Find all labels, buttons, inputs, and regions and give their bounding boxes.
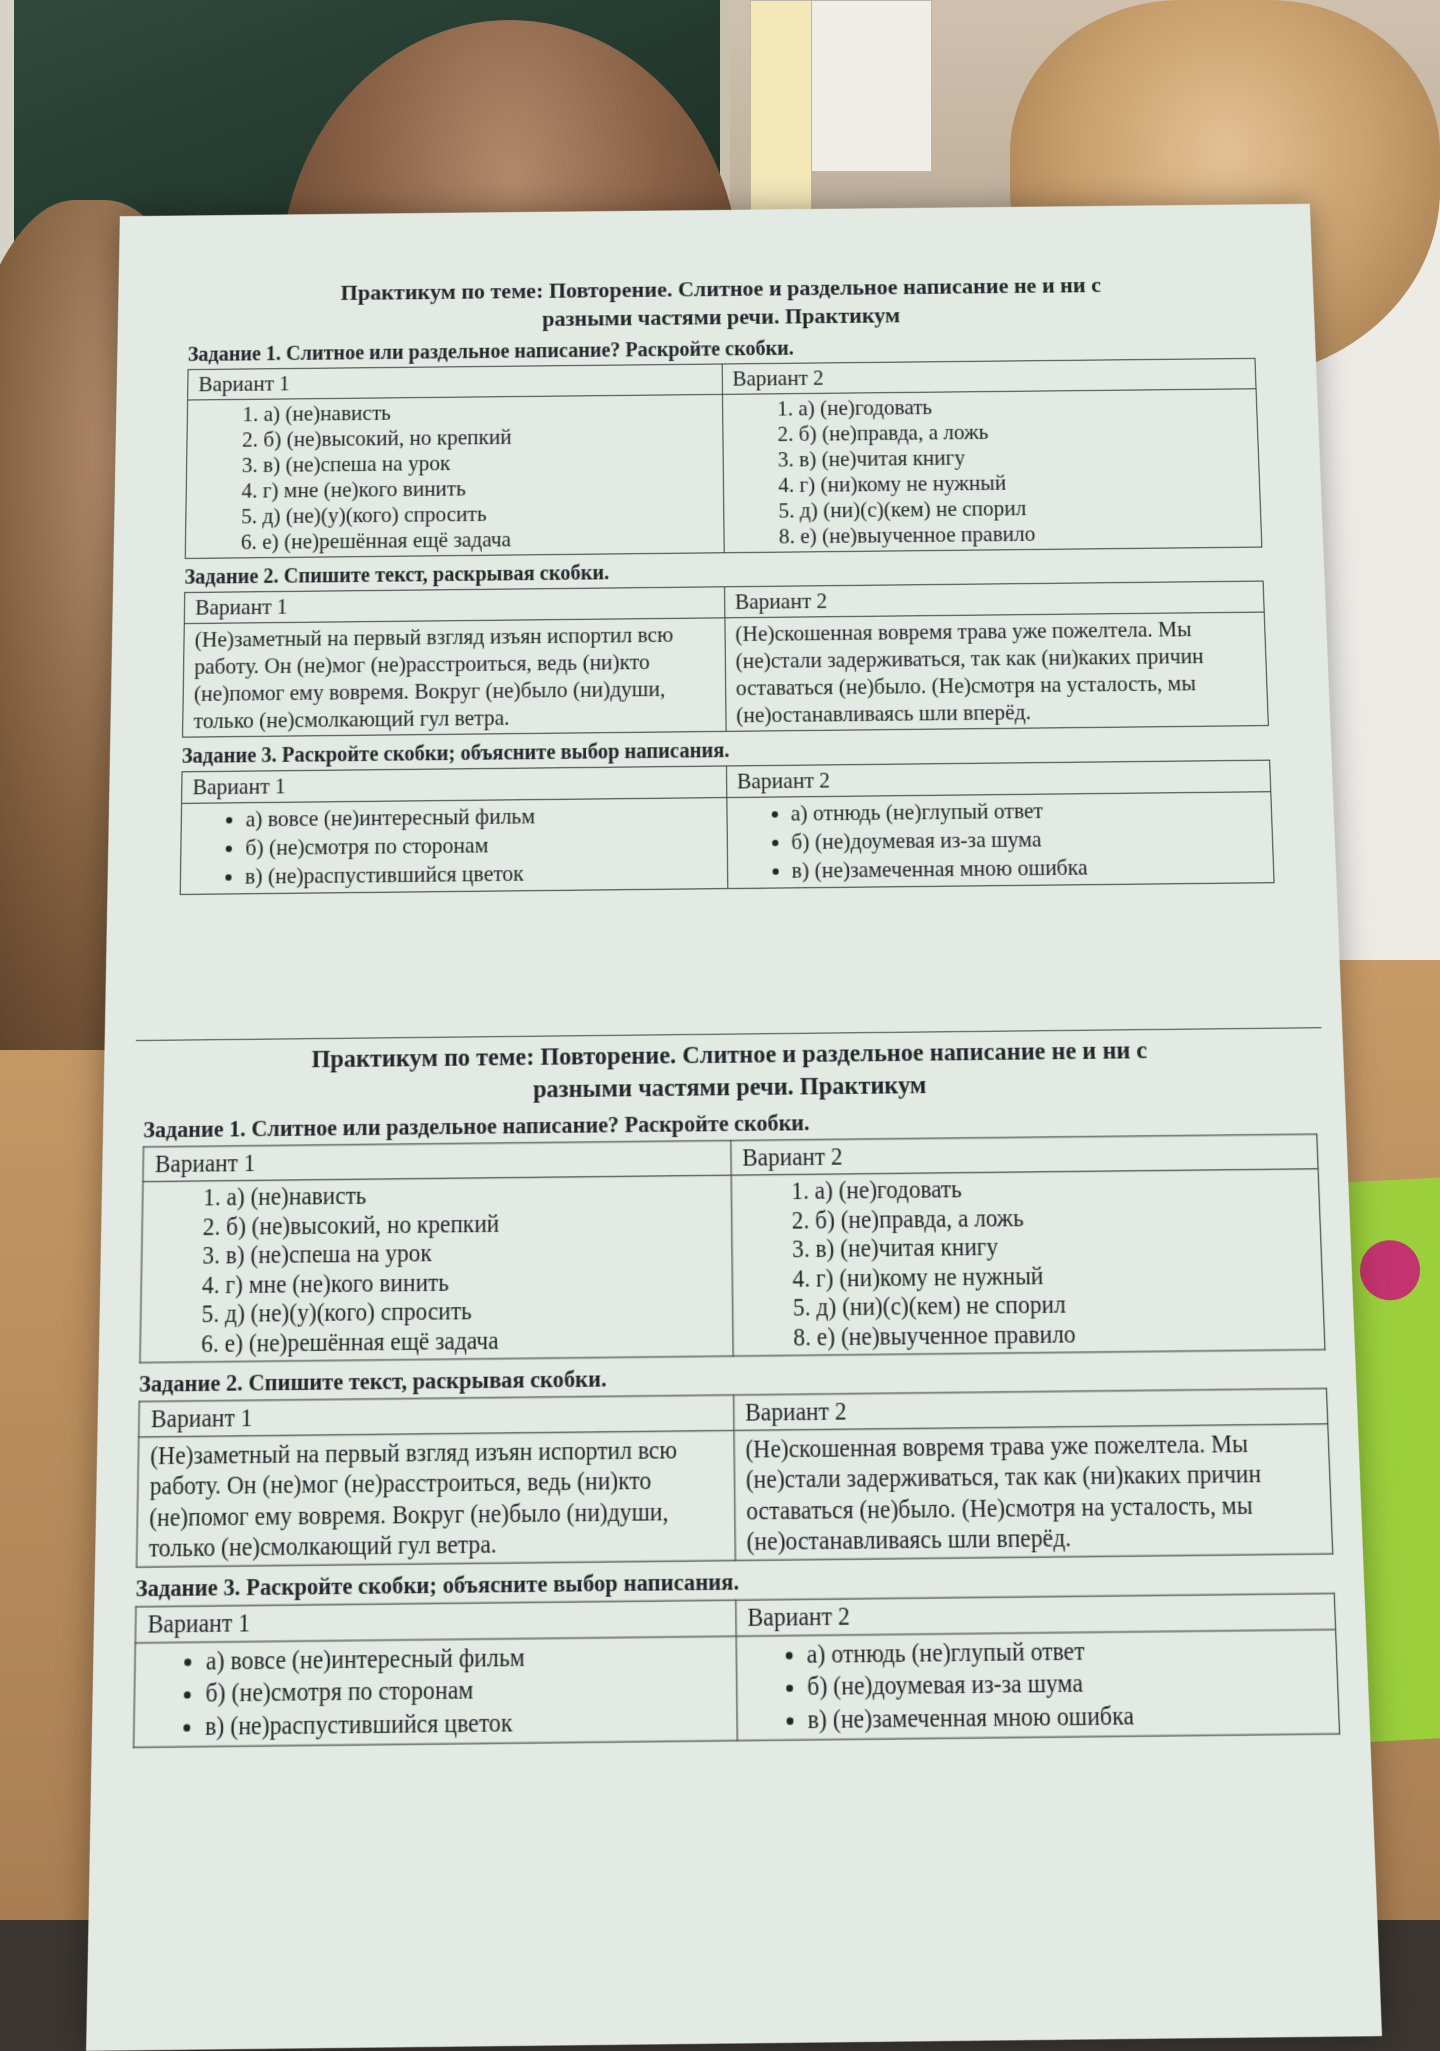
item-number: 3.	[791, 1235, 810, 1264]
worksheet-title	[188, 269, 1254, 336]
list-item	[789, 1317, 1313, 1352]
variant2-cell	[731, 1169, 1325, 1356]
variant1-cell	[185, 394, 723, 558]
item-number: 5.	[201, 1300, 220, 1329]
variant1-header: Вариант 1	[184, 587, 724, 624]
item-number: 8.	[778, 523, 796, 549]
item-text: б) (не)правда, а ложь	[814, 1203, 1024, 1235]
list-item: • а) отнюдь (не)глупый ответ	[807, 1633, 1326, 1671]
variant2-header: Вариант 2	[733, 1388, 1328, 1430]
task3-heading: Задание 3. Раскройте скобки; объясните выбор написания.	[181, 739, 730, 769]
item-text: г) мне (не)кого винить	[225, 1268, 450, 1299]
item-text: а) (не)годовать	[798, 394, 933, 421]
list-item: • в) (не)замеченная мною ошибка	[791, 851, 1263, 885]
title-line-2: разными частями речи. Практикум	[542, 302, 901, 332]
task1-table	[185, 358, 1263, 559]
variant1-header: Вариант 1	[135, 1600, 735, 1643]
item-number: 8.	[793, 1322, 812, 1352]
item-number: 1.	[203, 1183, 221, 1212]
task2-heading: Задание 2. Спишите текст, раскрывая скобки.	[184, 561, 610, 589]
item-number: 3.	[241, 452, 258, 478]
variant2-cell	[722, 389, 1262, 553]
item-text: б) (не)высокий, но крепкий	[226, 1209, 500, 1241]
item-text: д) (не)(у)(кого) спросить	[224, 1297, 472, 1329]
item-text: в) (не)спеша на урок	[262, 450, 451, 478]
variant1-text: (Не)заметный на первый взгляд изъян испортил всю работу. Он (не)мог (не)расстроиться, ведь (ни)кто (не)помог ему вовремя. Вокруг (не)было (ни)души, только (не)смолкающий гул ветра.	[183, 618, 726, 737]
title-line-2: разными частями речи. Практикум	[533, 1070, 927, 1103]
item-number: 5.	[792, 1293, 811, 1322]
item-text: д) (не)(у)(кого) спросить	[262, 501, 487, 529]
task1-table	[139, 1134, 1325, 1364]
item-number: 2.	[777, 421, 794, 447]
item-text: д) (ни)(с)(кем) не спорил	[816, 1290, 1067, 1322]
list-item	[775, 519, 1251, 550]
list-item: • б) (не)смотря по сторонам	[205, 1672, 724, 1711]
item-text: е) (не)выученное правило	[816, 1320, 1077, 1352]
item-text: в) (не)спеша на урок	[225, 1239, 432, 1270]
item-text: г) (ни)кому не нужный	[815, 1261, 1044, 1293]
item-number: 5.	[241, 503, 258, 529]
list-item: • б) (не)доумевая из-за шума	[791, 823, 1262, 857]
item-number: 2.	[791, 1206, 810, 1235]
list-item	[237, 525, 713, 556]
worksheet-top	[107, 269, 1336, 896]
item-number: 6.	[201, 1329, 220, 1358]
item-text: в) (не)читая книгу	[798, 445, 966, 472]
item-number: 3.	[777, 447, 794, 472]
list-item: • а) отнюдь (не)глупый ответ	[791, 794, 1261, 828]
task1-heading: Задание 1. Слитное или раздельное написание? Раскройте скобки.	[187, 337, 794, 367]
task2-heading: Задание 2. Спишите текст, раскрывая скобки.	[138, 1366, 607, 1398]
item-number: 1.	[242, 401, 259, 427]
variant2-header: Вариант 2	[722, 358, 1256, 394]
item-number: 4.	[792, 1264, 811, 1293]
list-item: • в) (не)распустившийся цветок	[245, 857, 717, 891]
worksheet-paper	[86, 204, 1382, 2051]
item-text: в) (не)читая книгу	[815, 1233, 999, 1264]
variant1-header: Вариант 1	[139, 1395, 734, 1437]
item-text: а) (не)годовать	[814, 1175, 963, 1206]
worksheet-bottom	[92, 1032, 1368, 1742]
item-text: г) мне (не)кого винить	[262, 475, 466, 503]
list-item: • в) (не)распустившийся цветок	[205, 1705, 725, 1744]
list-item: • а) вовсе (не)интересный фильм	[206, 1639, 724, 1677]
task2-table	[136, 1388, 1333, 1568]
item-text: г) (ни)кому не нужный	[799, 470, 1007, 498]
item-text: д) (ни)(с)(кем) не спорил	[799, 495, 1027, 523]
item-number: 1.	[777, 396, 794, 421]
variant1-cell	[134, 1636, 737, 1747]
title-line-1: Практикум по теме: Повторение. Слитное и раздельное написание не и ни с	[311, 1035, 1148, 1074]
task1-heading: Задание 1. Слитное или раздельное написание? Раскройте скобки.	[143, 1110, 810, 1143]
item-number: 2.	[241, 427, 259, 452]
item-text: б) (не)высокий, но крепкий	[263, 424, 512, 452]
variant1-header: Вариант 1	[188, 364, 722, 400]
item-text: е) (не)выученное правило	[800, 521, 1036, 549]
list-item: • а) вовсе (не)интересный фильм	[246, 800, 716, 834]
list-item	[197, 1324, 721, 1359]
variant2-header: Вариант 2	[726, 760, 1271, 797]
item-number: 4.	[201, 1270, 220, 1300]
task3-table	[133, 1593, 1340, 1748]
variant1-header: Вариант 1	[143, 1141, 731, 1182]
variant2-header: Вариант 2	[730, 1134, 1318, 1175]
variant2-header: Вариант 2	[724, 581, 1264, 618]
variant2-header: Вариант 2	[735, 1593, 1335, 1636]
variant2-cell	[736, 1630, 1340, 1741]
item-text: е) (не)решённая ещё задача	[224, 1326, 499, 1358]
item-number: 6.	[240, 529, 258, 555]
variant2-cell	[726, 792, 1274, 889]
task2-table	[182, 581, 1269, 738]
item-number: 5.	[778, 498, 795, 523]
wall-poster	[750, 0, 812, 212]
variant1-cell	[180, 798, 727, 895]
task3-table	[180, 760, 1275, 895]
list-item: • б) (не)смотря по сторонам	[245, 829, 716, 863]
item-number: 3.	[202, 1241, 221, 1270]
variant1-text: (Не)заметный на первый взгляд изъян испортил всю работу. Он (не)мог (не)расстроиться, ведь (ни)кто (не)помог ему вовремя. Вокруг (не)было (ни)души, только (не)смолкающий гул ветра.	[137, 1431, 735, 1568]
variant2-text: (Не)скошенная вовремя трава уже пожелтела. Мы (не)стали задерживаться, так как (ни)каких причин оставаться (не)было. (Не)смотря на усталость, мы (не)останавливаясь шли вперёд.	[733, 1424, 1332, 1560]
task3-heading: Задание 3. Раскройте скобки; объясните выбор написания.	[135, 1569, 740, 1603]
variant1-header: Вариант 1	[182, 766, 727, 803]
item-text: б) (не)правда, а ложь	[798, 419, 989, 446]
title-line-1: Практикум по теме: Повторение. Слитное и раздельное написание не и ни с	[340, 271, 1102, 305]
item-number: 2.	[202, 1212, 221, 1241]
item-number: 4.	[778, 472, 795, 498]
item-number: 1.	[791, 1177, 810, 1206]
item-text: е) (не)решённая ещё задача	[262, 526, 512, 555]
list-item: • б) (не)доумевая из-за шума	[807, 1665, 1326, 1704]
variant1-cell	[140, 1175, 733, 1362]
item-number: 4.	[241, 478, 258, 503]
variant2-text: (Не)скошенная вовремя трава уже пожелтела. Мы (не)стали задерживаться, так как (ни)каких причин оставаться (не)было. (Не)смотря на усталость, мы (не)останавливаясь шли вперёд.	[724, 612, 1268, 731]
worksheet-title	[144, 1033, 1316, 1110]
item-text: а) (не)нависть	[263, 400, 391, 427]
item-text: а) (не)нависть	[226, 1182, 367, 1212]
list-item: • в) (не)замеченная мною ошибка	[807, 1698, 1327, 1737]
